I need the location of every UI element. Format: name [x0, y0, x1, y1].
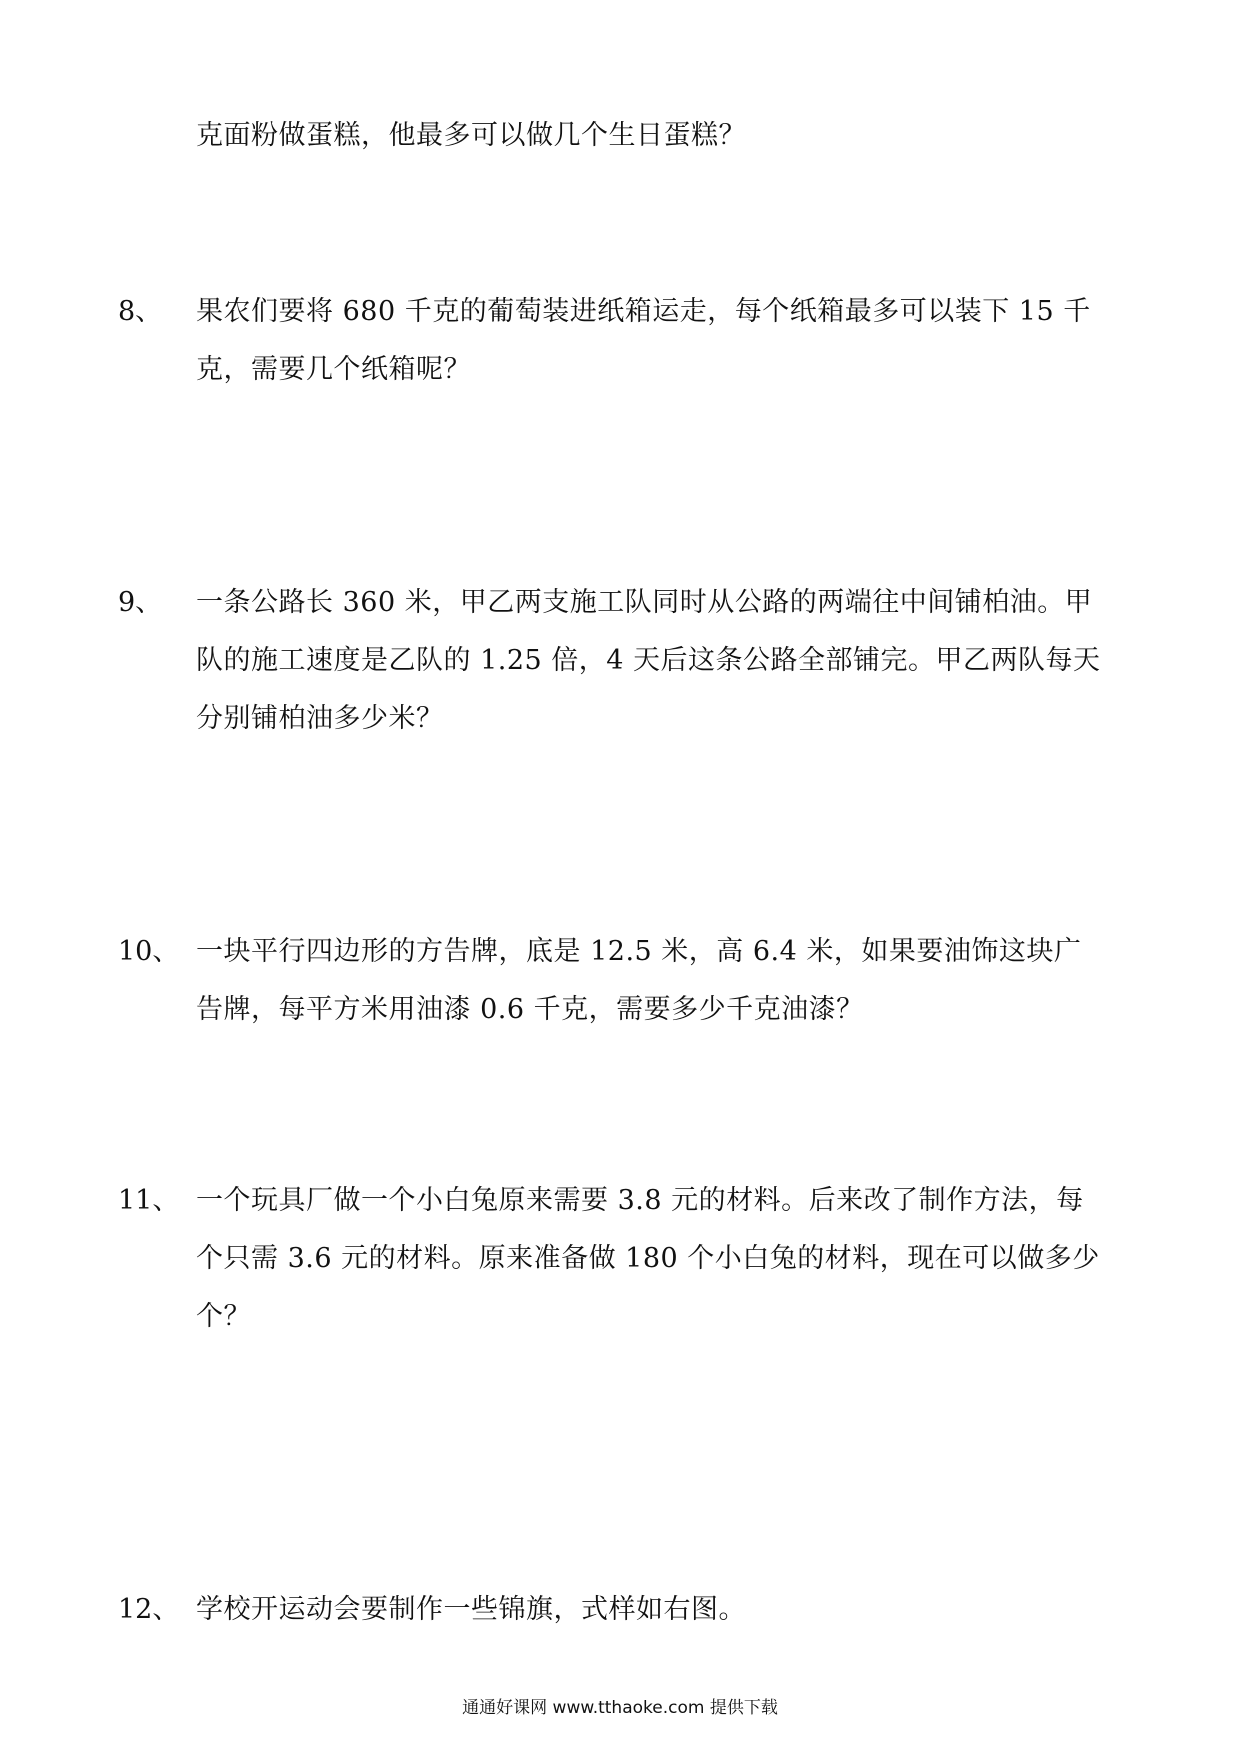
- problem-text-line: 告牌，每平方米用油漆 0.6 千克，需要多少千克油漆？: [196, 994, 864, 1025]
- problem-text-line: 队的施工速度是乙队的 1.25 倍，4 天后这条公路全部铺完。甲乙两队每天: [196, 645, 1101, 676]
- problem-text-line: 个只需 3.6 元的材料。原来准备做 180 个小白兔的材料，现在可以做多少: [196, 1243, 1100, 1274]
- continuation-line-1: 克面粉做蛋糕，他最多可以做几个生日蛋糕？: [196, 120, 746, 151]
- problem-text-line: 一个玩具厂做一个小白兔原来需要 3.8 元的材料。后来改了制作方法，每: [196, 1185, 1084, 1216]
- problem-text-line: 克，需要几个纸箱呢？: [196, 354, 471, 385]
- problem-text-line: 果农们要将 680 千克的葡萄装进纸箱运走，每个纸箱最多可以装下 15 千: [196, 296, 1091, 327]
- problem-number: 8、: [118, 296, 163, 327]
- problem-text-line: 学校开运动会要制作一些锦旗，式样如右图。: [196, 1594, 746, 1625]
- problem-number: 11、: [118, 1185, 180, 1216]
- problem-number: 10、: [118, 936, 180, 967]
- problem-number: 12、: [118, 1594, 180, 1625]
- problem-text-line: 一块平行四边形的方告牌，底是 12.5 米，高 6.4 米，如果要油饰这块广: [196, 936, 1082, 967]
- problem-text-line: 个？: [196, 1301, 251, 1332]
- problem-number: 9、: [118, 587, 163, 618]
- problem-text-line: 分别铺柏油多少米？: [196, 703, 444, 734]
- problem-text-line: 一条公路长 360 米，甲乙两支施工队同时从公路的两端往中间铺柏油。甲: [196, 587, 1093, 618]
- page-footer: 通通好课网 www.tthaoke.com 提供下载: [462, 1698, 778, 1718]
